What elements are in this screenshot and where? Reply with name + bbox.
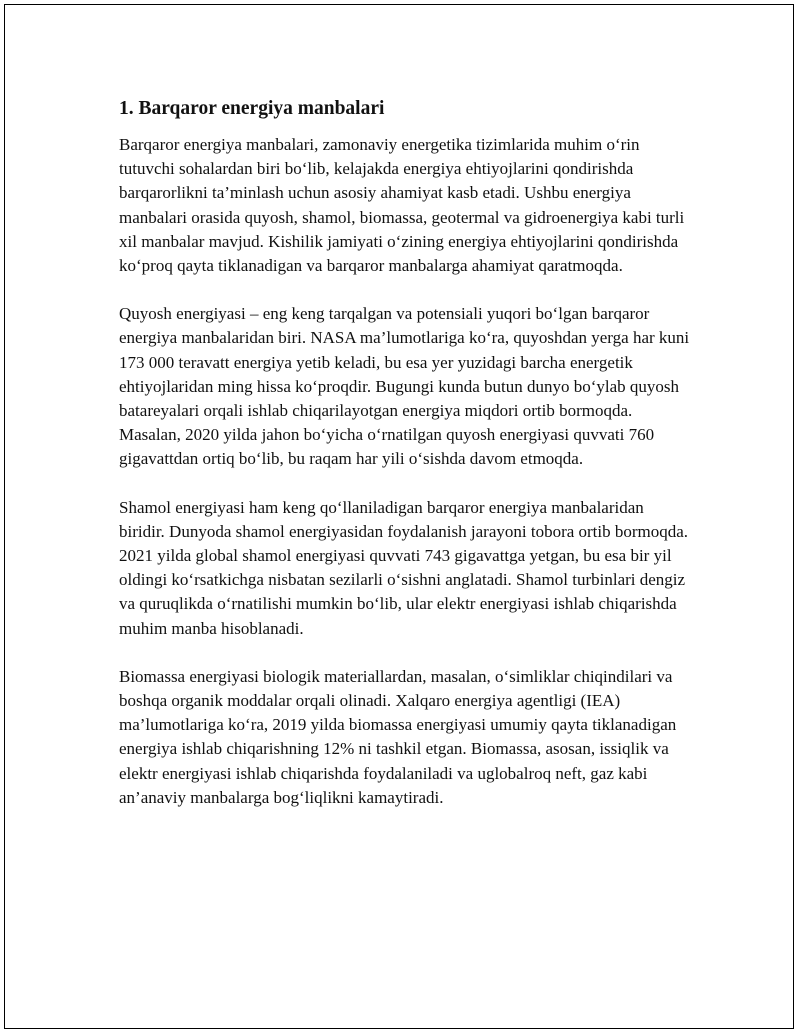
document-content [119,94,691,834]
paragraph-wind: Shamol energiyasi ham keng qo‘llaniladigan barqaror energiya manbalaridan biridir. Dunyoda shamol energiyasidan foydalanish jarayoni tobora ortib bormoqda. 2021 yilda global shamol energiyasi quvvati 743 gigavattga yetgan, bu esa bir yil oldingi ko‘rsatkichga nisbatan sezilarli o‘sishni anglatadi. Shamol turbinlari dengiz va quruqlikda o‘rnatilishi mumkin bo‘lib, ular elektr energiyasi ishlab chiqarishda muhim manba hisoblanadi. [119,497,689,638]
paragraph-biomass: Biomassa energiyasi biologik materiallardan, masalan, o‘simliklar chiqindilari va boshqa organik moddalar orqali olinadi. Xalqaro energiya agentligi (IEA) ma’lumotlariga ko‘ra, 2019 yilda biomassa energiyasi umumiy qayta tiklanadigan energiya ishlab chiqarishning 12% ni tashkil etgan. Biomassa, asosan, issiqlik va elektr energiyasi ishlab chiqarishda foydalaniladi va uglobalroq neft, gaz kabi an’anaviy manbalarga bog‘liqlikni kamaytiradi. [119,666,677,807]
section-heading: 1. Barqaror energiya manbalari [119,98,385,119]
paragraph-intro: Barqaror energiya manbalari, zamonaviy energetika tizimlarida muhim o‘rin tutuvchi sohalardan biri bo‘lib, kelajakda energiya ehtiyojlarini qondirishda barqarorlikni ta’minlash uchun asosiy ahamiyat kasb etadi. Ushbu energiya manbalari orasida quyosh, shamol, biomassa, geotermal va gidroenergiya kabi turli xil manbalar mavjud. Kishilik jamiyati o‘zining energiya ehtiyojlarini qondirishda ko‘proq qayta tiklanadigan va barqaror manbalarga ahamiyat qaratmoqda. [119,135,685,276]
document-page [4,4,794,1029]
paragraph-solar: Quyosh energiyasi – eng keng tarqalgan va potensiali yuqori bo‘lgan barqaror energiya manbalaridan biri. NASA ma’lumotlariga ko‘ra, quyoshdan yerga har kuni 173 000 teravatt energiya yetib keladi, bu esa yer yuzidagi barcha energetik ehtiyojlaridan ming hissa ko‘proqdir. Bugungi kunda butun dunyo bo‘ylab quyosh batareyalari orqali ishlab chiqarilayotgan energiya miqdori ortib bormoqda. Masalan, 2020 yilda jahon bo‘yicha o‘rnatilgan quyosh energiyasi quvvati 760 gigavattdan ortiq bo‘lib, bu raqam har yili o‘sishda davom etmoqda. [119,304,690,469]
